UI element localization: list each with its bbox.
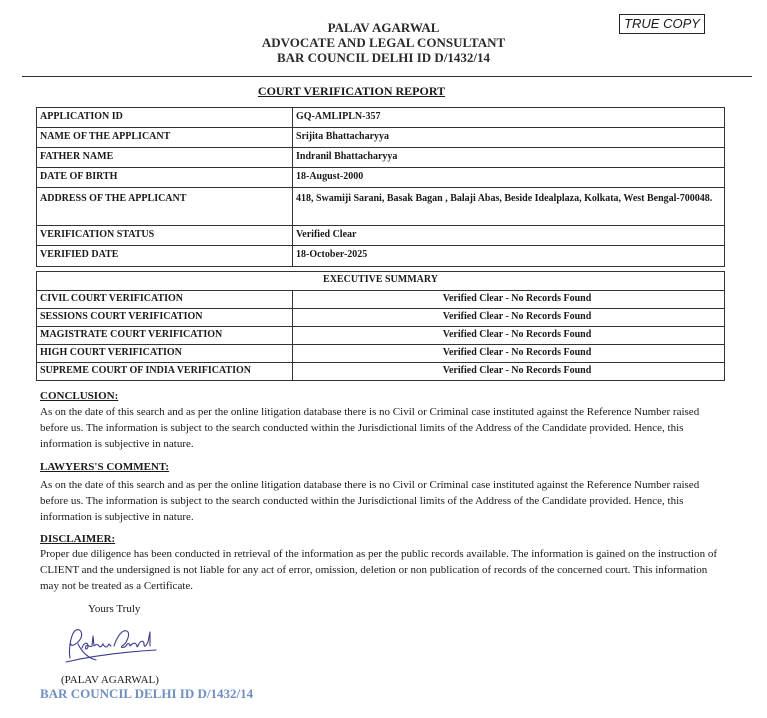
detail-value: Srijita Bhattacharyya [293, 128, 725, 148]
lawyers-comment-heading: LAWYERS'S COMMENT: [40, 461, 170, 473]
table-row [37, 128, 725, 148]
disclaimer-heading: DISCLAIMER: [40, 533, 116, 545]
table-row [37, 188, 725, 226]
true-copy-stamp: TRUE COPY [619, 14, 705, 34]
table-row [37, 246, 725, 267]
table-row [37, 363, 725, 381]
closing-salutation: Yours Truly [88, 603, 141, 615]
table-row [37, 345, 725, 363]
summary-value: Verified Clear - No Records Found [293, 345, 725, 363]
footer-bar-id: BAR COUNCIL DELHI ID D/1432/14 [40, 686, 254, 701]
summary-label: HIGH COURT VERIFICATION [37, 345, 293, 363]
details-table [36, 107, 725, 267]
summary-label: SUPREME COURT OF INDIA VERIFICATION [37, 363, 293, 381]
letterhead-bar-id: BAR COUNCIL DELHI ID D/1432/14 [276, 50, 491, 65]
table-row [37, 327, 725, 345]
detail-label: NAME OF THE APPLICANT [37, 128, 293, 148]
detail-value: 18-August-2000 [293, 168, 725, 188]
signatory-name: (PALAV AGARWAL) [61, 674, 159, 686]
detail-label: DATE OF BIRTH [37, 168, 293, 188]
summary-value: Verified Clear - No Records Found [293, 309, 725, 327]
report-title: COURT VERIFICATION REPORT [257, 84, 446, 98]
detail-value: 418, Swamiji Sarani, Basak Bagan , Balaji Abas, Beside Idealplaza, Kolkata, West Bengal-700048. [293, 188, 725, 226]
conclusion-heading: CONCLUSION: [40, 390, 119, 402]
table-row [37, 168, 725, 188]
summary-value: Verified Clear - No Records Found [293, 291, 725, 309]
executive-summary-table [36, 271, 725, 381]
summary-label: SESSIONS COURT VERIFICATION [37, 309, 293, 327]
table-row [37, 148, 725, 168]
detail-label: VERIFICATION STATUS [37, 226, 293, 246]
letterhead-title: ADVOCATE AND LEGAL CONSULTANT [261, 35, 506, 50]
detail-value: Indranil Bhattacharyya [293, 148, 725, 168]
letterhead-name: PALAV AGARWAL [327, 20, 440, 35]
table-row [37, 108, 725, 128]
summary-label: CIVIL COURT VERIFICATION [37, 291, 293, 309]
summary-heading: EXECUTIVE SUMMARY [37, 272, 725, 291]
conclusion-text: As on the date of this search and as per the online litigation database there is no Civil or Criminal case instituted against the Reference Number raised before us. The information is subject to the search conducted within the Jurisdictional limits of the Address of the Candidate provided. Hence, this information is subjective in nature. [40, 406, 700, 450]
detail-value: 18-October-2025 [293, 246, 725, 267]
detail-label: VERIFIED DATE [37, 246, 293, 267]
table-row [37, 226, 725, 246]
detail-label: APPLICATION ID [37, 108, 293, 128]
table-row [37, 309, 725, 327]
summary-value: Verified Clear - No Records Found [293, 327, 725, 345]
detail-label: FATHER NAME [37, 148, 293, 168]
header-divider [22, 76, 752, 77]
summary-value: Verified Clear - No Records Found [293, 363, 725, 381]
lawyers-comment-text: As on the date of this search and as per the online litigation database there is no Civil or Criminal case instituted against the Reference Number raised before us. The information is subject to the search conducted within the Jurisdictional limits of the Address of the Candidate provided. Hence, this information is subjective in nature. [40, 479, 700, 523]
detail-value: GQ-AMLIPLN-357 [293, 108, 725, 128]
detail-label: ADDRESS OF THE APPLICANT [37, 188, 293, 226]
summary-label: MAGISTRATE COURT VERIFICATION [37, 327, 293, 345]
signature-image [62, 622, 162, 668]
disclaimer-text: Proper due diligence has been conducted in retrieval of the information as per the public records available. The information is gained on the instruction of CLIENT and the undersigned is not liable for any act of error, omission, deletion or non publication of records of the concerned court. This information may not be treated as a Certificate. [40, 548, 717, 592]
table-row [37, 291, 725, 309]
table-header-row [37, 272, 725, 291]
detail-value: Verified Clear [293, 226, 725, 246]
